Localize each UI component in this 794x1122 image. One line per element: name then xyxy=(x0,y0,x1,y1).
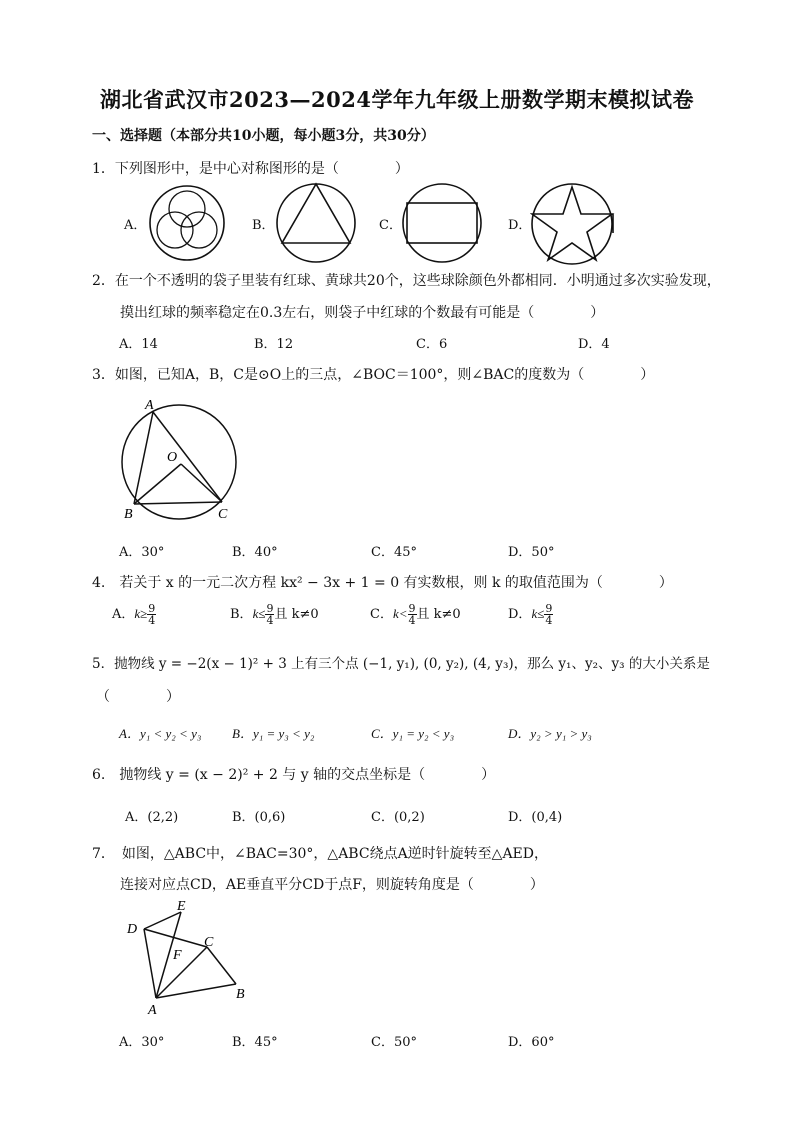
q6-stem: 6. 抛物线 y = (x − 2)² + 2 与 y 轴的交点坐标是（ ） xyxy=(92,767,496,783)
q1-figure-d xyxy=(530,181,616,267)
q1-stem: 1．下列图形中，是中心对称图形的是（ ） xyxy=(92,161,409,177)
q7-option-c: C．50° xyxy=(371,1035,417,1050)
section-heading: 一、选择题（本部分共10小题，每小题3分，共30分） xyxy=(92,128,435,144)
q4-option-b: B．k≤ $\frac{9}{4}$ 且 k≠0 xyxy=(230,602,319,627)
q2-option-c: C．6 xyxy=(416,337,448,352)
q1-label-c: C． xyxy=(379,218,402,233)
q3-option-a: A．30° xyxy=(119,545,165,560)
q4-option-d: D．k≤ $\frac{9}{4}$ xyxy=(508,602,553,627)
q7-figure xyxy=(120,896,260,1018)
q4-stem: 4. 若关于 x 的一元二次方程 kx² − 3x + 1 = 0 有实数根，则 k 的取值范围为（ ） xyxy=(92,575,673,591)
q7-label-e: E xyxy=(177,899,186,914)
q7-label-b: B xyxy=(236,987,245,1002)
q4-option-c: C．k< $\frac{9}{4}$ 且 k≠0 xyxy=(370,602,461,627)
q6-option-d: D．(0,4) xyxy=(508,810,563,825)
q1-label-d: D． xyxy=(508,218,532,233)
q6-option-a: A．(2,2) xyxy=(125,810,179,825)
q1-figure-b xyxy=(274,181,358,265)
q5-option-b: B．y₁ = y₃ < y₂ xyxy=(232,726,315,741)
q5-option-a: A．y₁ < y₂ < y₃ xyxy=(119,726,202,741)
q7-label-a: A xyxy=(148,1003,157,1018)
q2-line1: 2．在一个不透明的袋子里装有红球、黄球共20个，这些球除颜色外都相同．小明通过多次实验发现， xyxy=(92,273,721,289)
q2-option-d: D．4 xyxy=(578,337,610,352)
q7-option-d: D．60° xyxy=(508,1035,555,1050)
q3-label-o: O xyxy=(167,450,178,465)
q1-label-b: B． xyxy=(252,218,275,233)
q7-label-d: D xyxy=(127,922,138,937)
q2-option-a: A．14 xyxy=(119,337,158,352)
q7-line1: 7． 如图，△ABC中，∠BAC=30°，△ABC绕点A逆时针旋转至△AED， xyxy=(92,846,548,862)
q6-option-c: C．(0,2) xyxy=(371,810,425,825)
q3-label-c: C xyxy=(218,507,228,522)
q4-option-a: A．k≥ $\frac{9}{4}$ xyxy=(112,602,156,627)
q2-option-b: B．12 xyxy=(254,337,294,352)
page-title: 湖北省武汉市2023—2024学年九年级上册数学期末模拟试卷 xyxy=(100,87,694,112)
q3-stem: 3．如图，已知A，B，C是⊙O上的三点，∠BOC＝100°，则∠BAC的度数为（ ） xyxy=(92,367,655,383)
q7-label-c: C xyxy=(204,935,214,950)
q7-line2: 连接对应点CD，AE垂直平分CD于点F，则旋转角度是（ ） xyxy=(120,877,544,893)
q3-figure xyxy=(112,394,248,524)
q1-figure-c xyxy=(400,181,484,265)
q5-line2: （ ） xyxy=(96,689,180,705)
q3-option-c: C．45° xyxy=(371,545,417,560)
q5-line1: 5．抛物线 y = −2(x − 1)² + 3 上有三个点 (−1, y₁), (0, y₂), (4, y₃)，那么 y₁、y₂、y₃ 的大小关系是 xyxy=(92,656,710,672)
q3-label-a: A xyxy=(145,398,154,413)
q7-option-a: A．30° xyxy=(119,1035,165,1050)
q5-option-d: D．y₂ > y₁ > y₃ xyxy=(508,726,592,741)
q6-option-b: B．(0,6) xyxy=(232,810,286,825)
q7-label-f: F xyxy=(173,948,182,963)
q3-option-b: B．40° xyxy=(232,545,278,560)
q1-label-a: A． xyxy=(124,218,147,233)
q3-label-b: B xyxy=(124,507,133,522)
q2-line2: 摸出红球的频率稳定在0.3左右，则袋子中红球的个数最有可能是（ ） xyxy=(120,305,605,321)
q3-option-d: D．50° xyxy=(508,545,555,560)
q5-option-c: C．y₁ = y₂ < y₃ xyxy=(371,726,455,741)
q7-option-b: B．45° xyxy=(232,1035,278,1050)
q1-figure-a xyxy=(147,183,227,263)
